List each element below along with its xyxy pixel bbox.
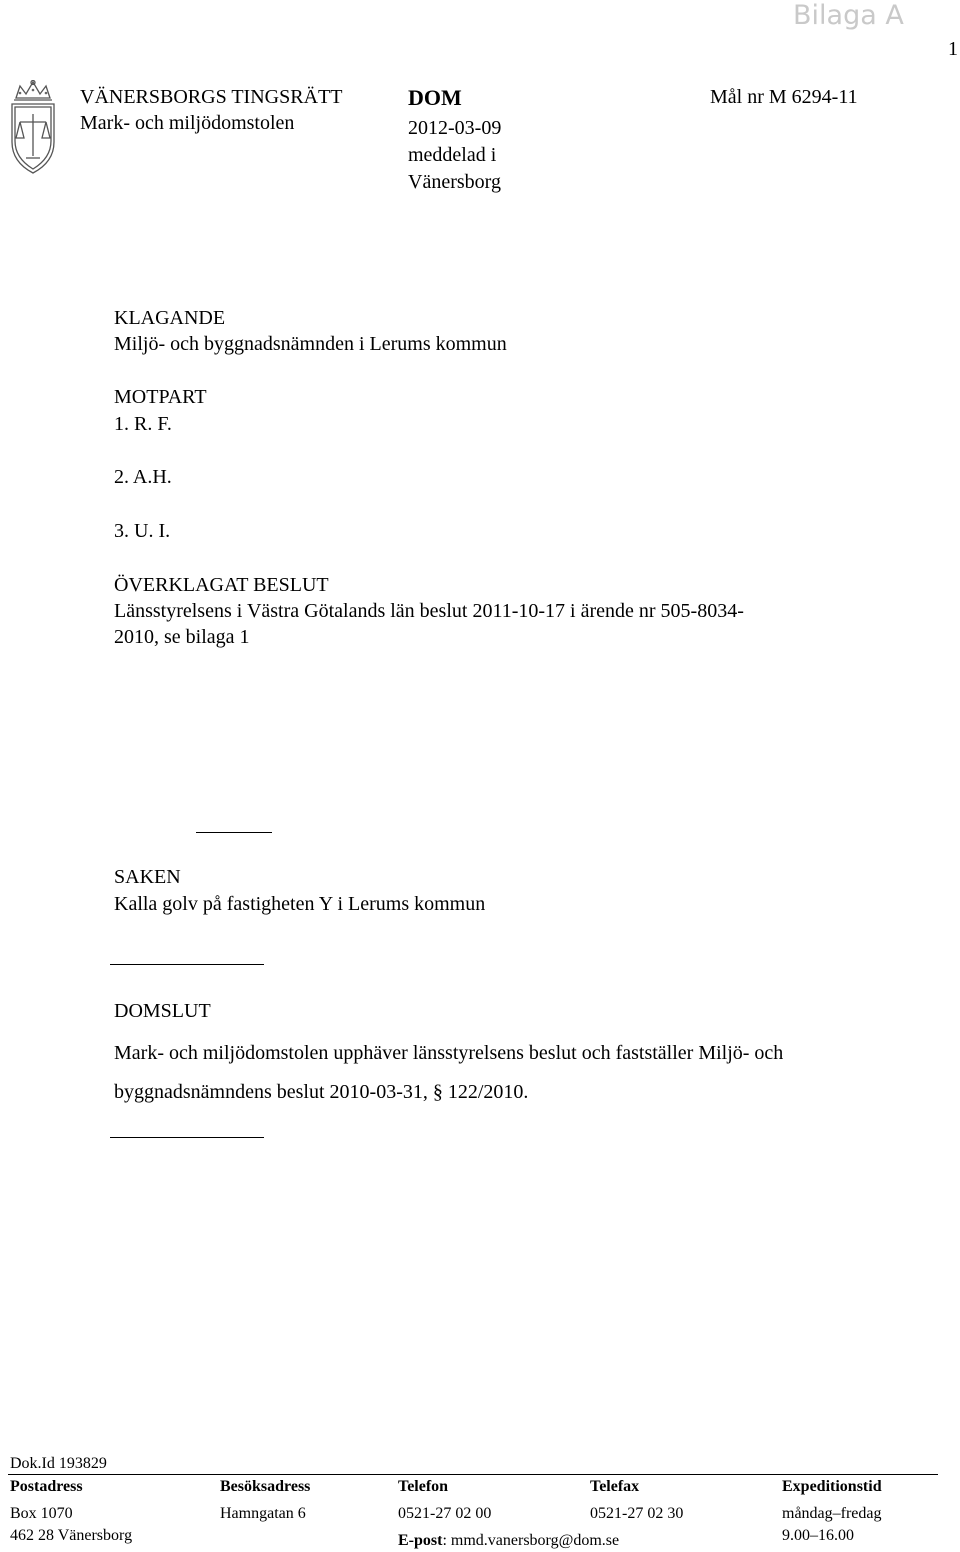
email-line <box>398 1531 619 1551</box>
motpart-heading: MOTPART <box>114 386 207 408</box>
appealed-text: Länsstyrelsens i Västra Götalands län beslut 2011-10-17 i ärende nr 505-8034- <box>114 600 744 622</box>
appealed-heading: ÖVERKLAGAT BESLUT <box>114 574 329 596</box>
issued-label: meddelad i <box>408 144 497 166</box>
postal-line: 462 28 Vänersborg <box>10 1527 133 1544</box>
issued-place: Vänersborg <box>408 171 501 193</box>
visit-line: Hamngatan 6 <box>220 1505 306 1522</box>
court-division: Mark- och miljödomstolen <box>80 112 295 134</box>
separator-line <box>110 1137 264 1138</box>
phone-heading: Telefon <box>398 1478 449 1495</box>
document-id: Dok.Id 193829 <box>10 1455 107 1472</box>
court-name: VÄNERSBORGS TINGSRÄTT <box>80 86 343 108</box>
motpart-item: 1. R. F. <box>114 413 172 435</box>
separator-line <box>110 964 264 965</box>
judgment-date: 2012-03-09 <box>408 117 502 139</box>
fax-number: 0521-27 02 30 <box>590 1505 684 1522</box>
motpart-item: 2. A.H. <box>114 466 172 488</box>
appealed-text: 2010, se bilaga 1 <box>114 626 250 648</box>
email-label: E-post <box>398 1532 443 1549</box>
hours-time: 9.00–16.00 <box>782 1527 854 1544</box>
hours-days: måndag–fredag <box>782 1505 882 1522</box>
separator-line <box>196 832 272 833</box>
matter-text: Kalla golv på fastigheten Y i Lerums kommun <box>114 893 486 915</box>
klagande-heading: KLAGANDE <box>114 307 226 329</box>
page-number: 1 <box>948 38 958 60</box>
judgment-text: byggnadsnämndens beslut 2010-03-31, § 122/2010. <box>114 1081 529 1103</box>
postal-line: Box 1070 <box>10 1505 73 1522</box>
document-type: DOM <box>408 85 462 110</box>
phone-number: 0521-27 02 00 <box>398 1505 492 1522</box>
judgment-heading: DOMSLUT <box>114 1000 211 1022</box>
judgment-text: Mark- och miljödomstolen upphäver länsstyrelsens beslut och fastställer Miljö- och <box>114 1042 784 1064</box>
hours-heading: Expeditionstid <box>782 1478 882 1495</box>
fax-heading: Telefax <box>590 1478 640 1495</box>
email-address[interactable]: : mmd.vanersborg@dom.se <box>442 1532 620 1549</box>
swedish-coat-of-arms-icon <box>2 80 64 175</box>
postal-heading: Postadress <box>10 1478 83 1495</box>
footer-rule <box>8 1474 938 1475</box>
matter-heading: SAKEN <box>114 866 181 888</box>
motpart-item: 3. U. I. <box>114 520 171 542</box>
bilaga-label: Bilaga A <box>793 0 904 31</box>
case-number: Mål nr M 6294-11 <box>710 86 858 108</box>
klagande-name: Miljö- och byggnadsnämnden i Lerums kommun <box>114 333 507 355</box>
visit-heading: Besöksadress <box>220 1478 311 1495</box>
